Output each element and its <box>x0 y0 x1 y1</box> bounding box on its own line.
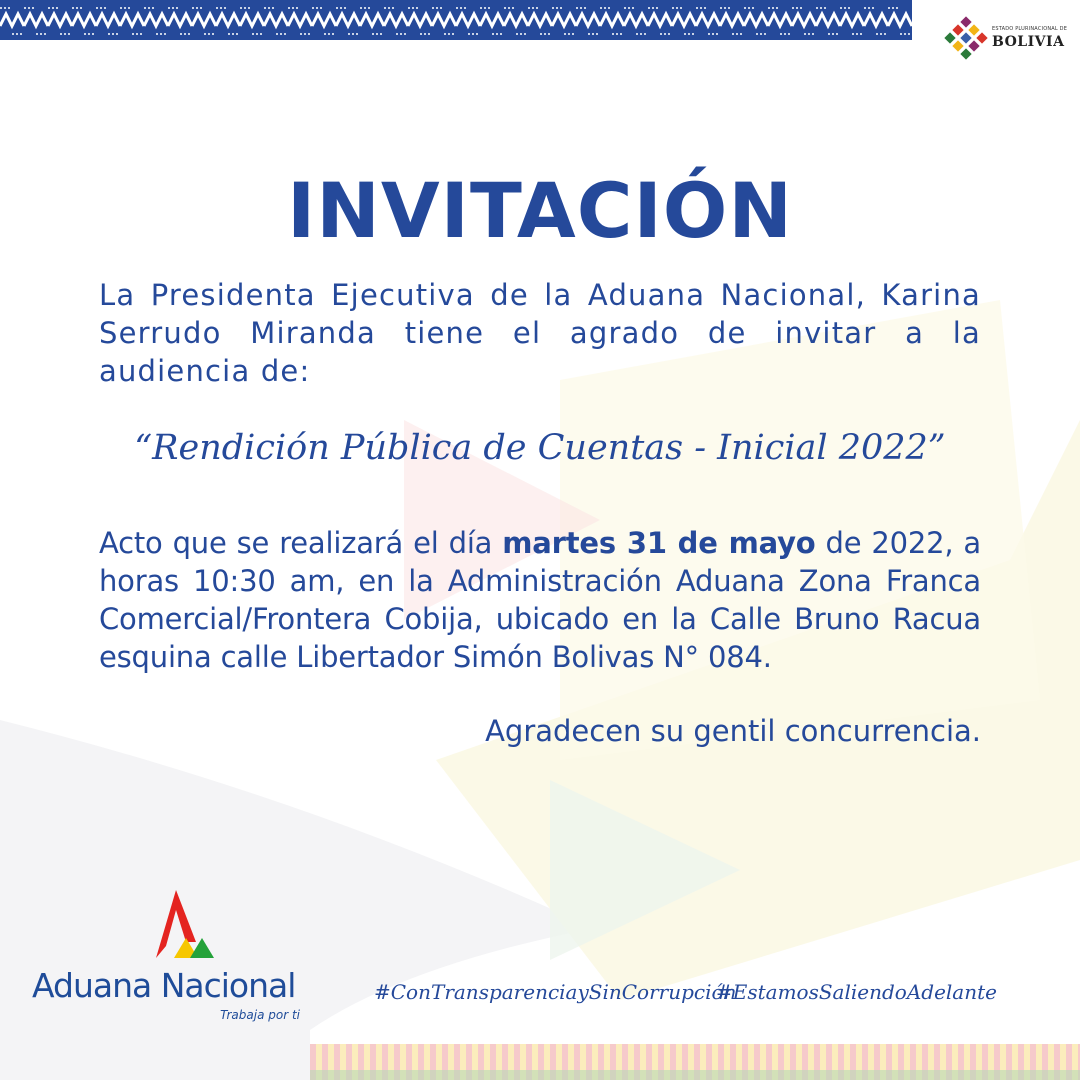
event-date: martes 31 de mayo <box>502 526 816 560</box>
details-text-before: Acto que se realizará el día <box>99 526 503 560</box>
top-pattern-band <box>0 0 912 40</box>
closing-text: Agradecen su gentil concurrencia. <box>485 714 981 748</box>
hashtag-saliendo-adelante: #EstamosSaliendoAdelante <box>716 980 997 1004</box>
bolivia-emblem-icon <box>944 16 988 60</box>
aduana-name: Aduana Nacional <box>32 966 296 1005</box>
event-name: “Rendición Pública de Cuentas - Inicial 2022” <box>134 428 946 468</box>
bolivia-name: BOLIVIA <box>992 34 1065 50</box>
aduana-mountain-icon <box>134 884 218 960</box>
details-paragraph <box>99 524 981 676</box>
aduana-tagline: Trabaja por ti <box>220 1008 300 1022</box>
hashtag-transparency: #ConTransparenciaySinCorrupción <box>374 980 737 1004</box>
bolivia-state-label: ESTADO PLURINACIONAL DE <box>992 26 1068 32</box>
bolivia-logo <box>944 14 1068 66</box>
intro-paragraph: La Presidenta Ejecutiva de la Aduana Nacional, Karina Serrudo Miranda tiene el agrado de invitar a la audiencia de: <box>99 278 981 388</box>
bottom-pattern-band <box>310 1030 1080 1080</box>
details-text-after: de 2022, a horas 10:30 am, en la Administración Aduana Zona Franca Comercial/Frontera Cobija, ubicado en la Calle Bruno Racua esquina calle Libertador Simón Bolivas N° 084. <box>99 526 982 674</box>
invitation-title: INVITACIÓN <box>286 166 793 255</box>
aduana-nacional-logo <box>30 884 310 1024</box>
